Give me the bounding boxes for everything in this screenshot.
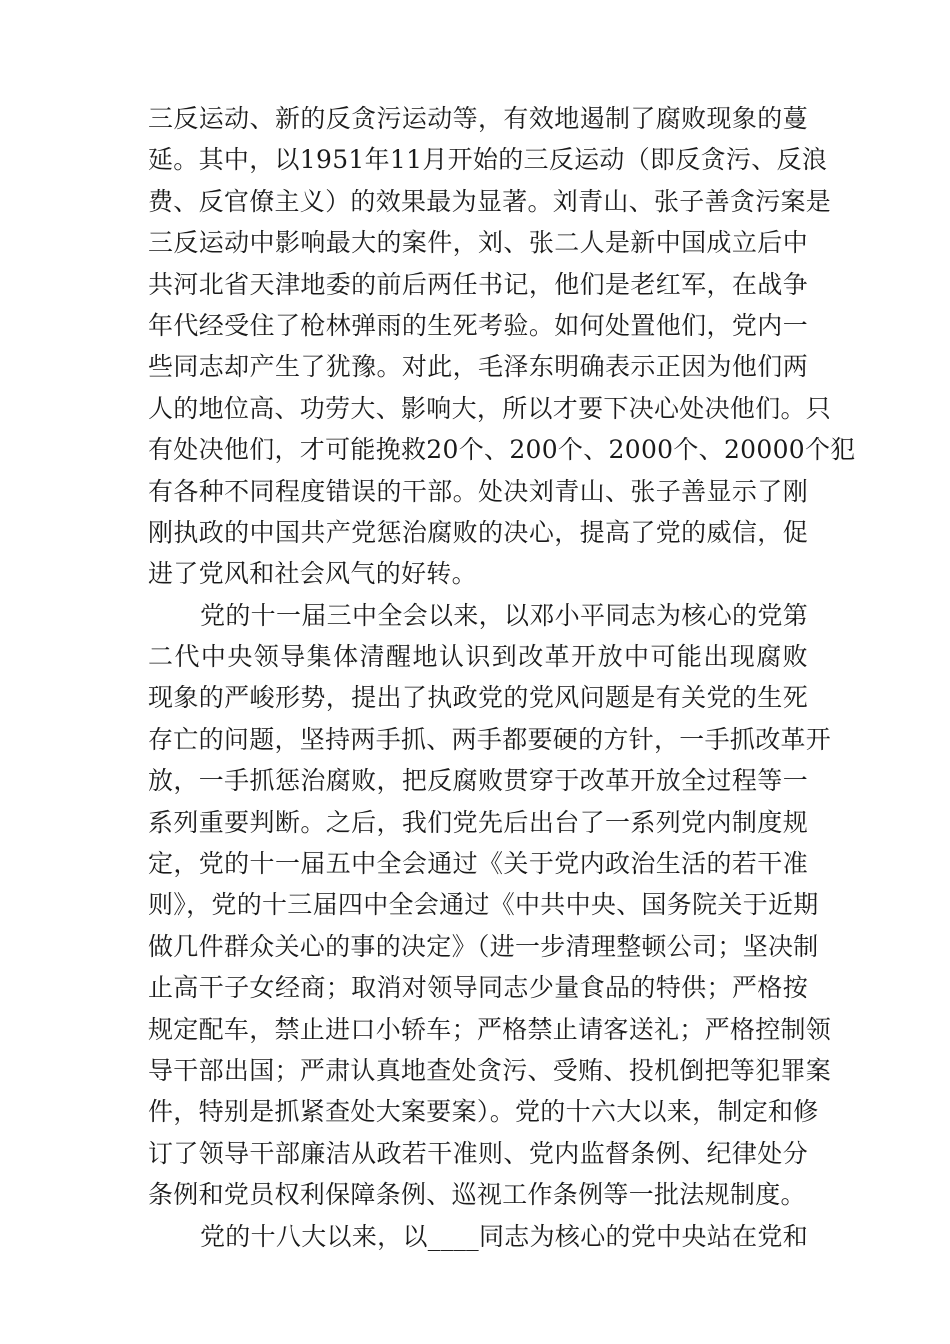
text-line: 存亡的问题，坚持两手抓、两手都要硬的方针，一手抓改革开 [148, 724, 832, 754]
paragraph-3 [148, 1216, 808, 1257]
text-line: 系列重要判断。之后，我们党先后出台了一系列党内制度规 [148, 807, 808, 837]
text-line: 定，党的十一届五中全会通过《关于党内政治生活的若干准 [148, 849, 808, 879]
text-line: 导干部出国；严肃认真地查处贪污、受贿、投机倒把等犯罪案 [148, 1055, 832, 1085]
text-line: 放，一手抓惩治腐败，把反腐败贯穿于改革开放全过程等一 [148, 766, 808, 796]
text-line: 年代经受住了枪林弹雨的生死考验。如何处置他们，党内一 [148, 310, 808, 340]
text-line: 刚执政的中国共产党惩治腐败的决心，提高了党的威信，促 [148, 517, 808, 547]
text-line: 做几件群众关心的事的决定》（进一步清理整顿公司；坚决制 [148, 931, 819, 961]
text-line: 有各种不同程度错误的干部。处决刘青山、张子善显示了刚 [148, 476, 808, 506]
text-line: 些同志却产生了犹豫。对此，毛泽东明确表示正因为他们两 [148, 352, 808, 382]
text-line: 三反运动中影响最大的案件，刘、张二人是新中国成立后中 [148, 228, 808, 258]
text-line: 党的十八大以来，以____同志为核心的党中央站在党和 [200, 1221, 808, 1251]
text-line: 三反运动、新的反贪污运动等，有效地遏制了腐败现象的蔓 [148, 104, 808, 133]
text-line: 党的十一届三中全会以来，以邓小平同志为核心的党第 [200, 600, 808, 630]
text-line: 二代中央领导集体清醒地认识到改革开放中可能出现腐败 [148, 642, 808, 672]
paragraph-2 [148, 595, 832, 1216]
text-line: 进了党风和社会风气的好转。 [148, 559, 477, 589]
text-line: 则》，党的十三届四中全会通过《中共中央、国务院关于近期 [148, 890, 819, 920]
body-text [148, 98, 856, 1257]
text-line: 规定配车，禁止进口小轿车；严格禁止请客送礼；严格控制领 [148, 1014, 832, 1044]
text-line: 延。其中，以1951年11月开始的三反运动（即反贪污、反浪 [148, 145, 828, 175]
text-line: 件，特别是抓紧查处大案要案）。党的十六大以来，制定和修 [148, 1097, 819, 1127]
text-line: 订了领导干部廉洁从政若干准则、党内监督条例、纪律处分 [148, 1138, 808, 1168]
text-line: 费、反官僚主义）的效果最为显著。刘青山、张子善贪污案是 [148, 186, 832, 216]
text-line: 现象的严峻形势，提出了执政党的党风问题是有关党的生死 [148, 683, 808, 713]
text-line: 共河北省天津地委的前后两任书记，他们是老红军，在战争 [148, 269, 808, 299]
text-line: 人的地位高、功劳大、影响大，所以才要下决心处决他们。只 [148, 393, 832, 423]
paragraph-1 [148, 98, 856, 595]
text-line: 止高干子女经商；取消对领导同志少量食品的特供；严格按 [148, 973, 808, 1003]
text-line: 条例和党员权利保障条例、巡视工作条例等一批法规制度。 [148, 1180, 806, 1210]
text-line: 有处决他们，才可能挽救20个、200个、2000个、20000个犯 [148, 435, 856, 465]
